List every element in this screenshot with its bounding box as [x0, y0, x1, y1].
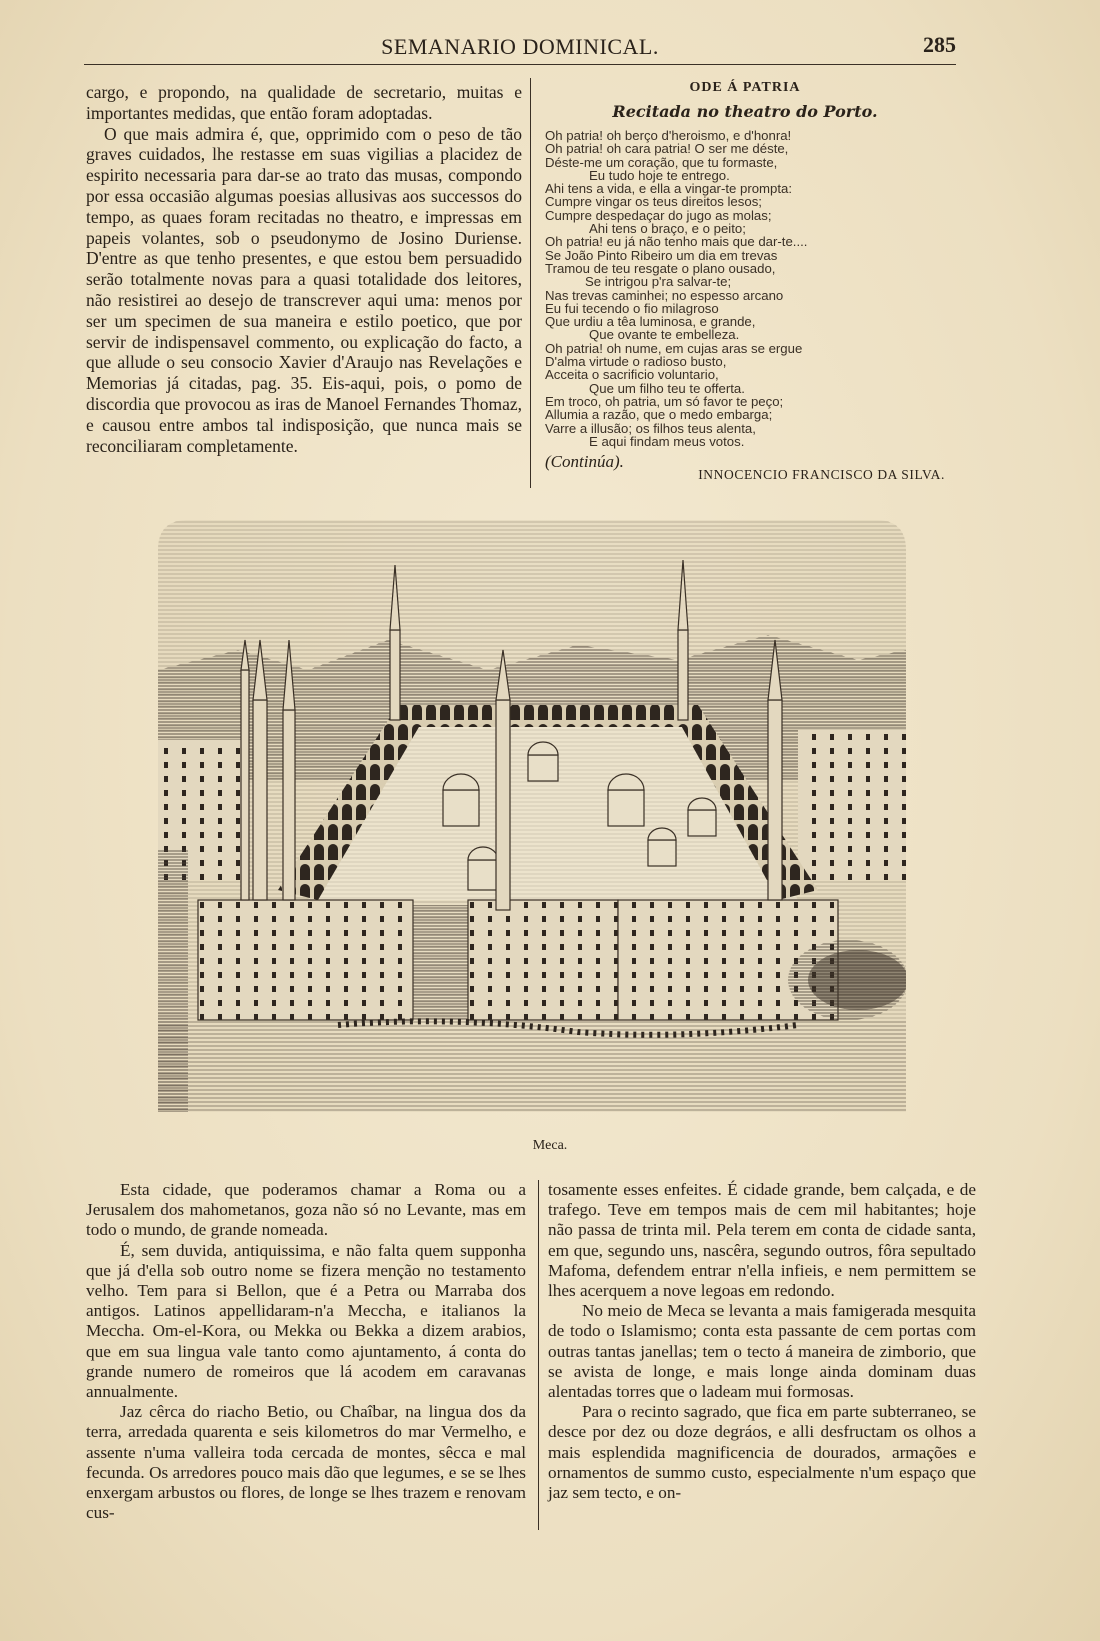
poem-line: Déste-me um coração, que tu formaste,: [545, 154, 778, 170]
paragraph: Esta cidade, que poderamos chamar a Roma ou a Jerusalem dos mahometanos, goza não só no Levante, mas em todo o mundo, de grande nomeada.: [86, 1180, 526, 1240]
paragraph: No meio de Meca se levanta a mais famigerada mesquita de todo o Islamismo; conta esta passante de cem portas com outras tantas janellas; tem o tecto á maneira de zimborio, que se avista de longe, e mais longe ainda dominam duas alentadas torres que o ladeam mui formosas.: [548, 1301, 976, 1402]
poem-line: Nas trevas caminhei; no espesso arcano: [545, 287, 784, 303]
poem-line: Cumpre despedaçar do jugo as molas;: [545, 207, 772, 223]
poem-line: Em troco, oh patria, um só favor te peço;: [545, 393, 784, 409]
bottom-left-column: [86, 1180, 526, 1523]
poem: [545, 129, 945, 448]
journal-title: SEMANARIO DOMINICAL.: [381, 34, 659, 59]
poem-line: Cumpre vingar os teus direitos lesos;: [545, 194, 762, 210]
poem-line: Se intrigou p'ra salvar-te;: [585, 274, 732, 290]
poem-line: Se João Pinto Ribeiro um dia em trevas: [545, 247, 778, 263]
poem-line: Oh patria! oh cara patria! O ser me déste,: [545, 141, 789, 157]
poem-line: Acceita o sacrificio voluntario,: [545, 367, 719, 383]
poem-line: Que urdiu a têa luminosa, e grande,: [545, 314, 756, 330]
poem-line: Que ovante te embelleza.: [589, 327, 740, 343]
poem-line: Oh patria! eu já não tenho mais que dar-te....: [545, 234, 808, 250]
poem-line: Eu tudo hoje te entrego.: [589, 167, 730, 183]
mecca-engraving: [158, 520, 906, 1112]
ode-subtitle: Recitada no theatro do Porto.: [612, 102, 878, 121]
bottom-right-column: [548, 1180, 976, 1503]
poem-line: Ahi tens o braço, e o peito;: [589, 221, 746, 237]
poem-line: Tramou de teu resgate o plano ousado,: [545, 260, 776, 276]
continua-note: (Continúa).: [545, 452, 624, 472]
page-number: 285: [923, 32, 956, 57]
paragraph: tosamente esses enfeites. É cidade grande, bem calçada, e de trafego. Teve em tempos mais de cem mil habitantes; hoje não passa de trinta mil. Pela terem em conta de cidade santa, em que, segundo uns, nascêra, segundo outros, fôra sepultado Mafoma, defendem entrar n'ella infieis, e nem permittem se lhes acerquem a nove legoas em redondo.: [548, 1180, 976, 1301]
paragraph: O que mais admira é, que, opprimido com o peso de tão graves cuidados, lhe restasse em suas vigilias a placidez de espirito necessaria para dar-se ao trato das musas, compondo por essa occasião algumas poesias allusivas aos successos do tempo, as quaes foram recitadas no theatro, e impressas em papeis volantes, sob o pseudonymo de Josino Duriense. D'entre as que tenho presentes, e que estou bem persuadido serão totalmente novas para a quasi totalidade dos leitores, não resistirei ao desejo de transcrever aqui uma: menos por ser um specimen de sua maneira e estilo poetico, que por servir de indispensavel commento, ou explicação do facto, a que allude o seu consocio Xavier d'Araujo nas Revelações e Memorias já citadas, pag. 35. Eis-aqui, pois, o pomo de discordia que provocou as iras de Manoel Fernandes Thomaz, e causou entre ambos tal indisposição, que nunca mais se reconciliaram completamente.: [86, 123, 522, 456]
paragraph: É, sem duvida, antiquissima, e não falta quem supponha que já d'ella sob outro nome se fizera menção no testamento velho. Tem para si Bellon, que é a Petra ou Marraba dos antigos. Latinos appellidaram-n'a Meccha, e italianos la Meccha. Om-el-Kora, ou Mekka ou Bekka a dizem arabios, que em sua lingua vale tanto como ajuntamento, á conta do grande numero de romeiros que lá acodem em caravanas annualmente.: [86, 1240, 526, 1402]
poem-line: Oh patria! oh nume, em cujas aras se ergue: [545, 340, 803, 356]
poem-line: D'alma virtude o radioso busto,: [545, 354, 727, 370]
page-header: [84, 30, 956, 65]
poem-line: Ahi tens a vida, e ella a vingar-te prompta:: [545, 181, 793, 197]
poem-line: E aqui findam meus votos.: [589, 433, 745, 449]
paragraph: Jaz cêrca do riacho Betio, ou Chaîbar, na lingua dos da terra, arredada quarenta e seis kilometros do mar Vermelho, e assente n'uma valleira toda cercada de montes, sêcca e mal fecunda. Os arredores pouco mais dão que legumes, e se se lhes enxergam arbustos ou flores, de longe se lhes trazem e renovam cus-: [86, 1402, 526, 1523]
ode-title: ODE Á PATRIA: [689, 80, 801, 95]
poem-line: Que um filho teu te offerta.: [589, 380, 745, 396]
column-divider: [530, 78, 531, 488]
paragraph: cargo, e propondo, na qualidade de secretario, muitas e importantes medidas, que então foram adoptadas.: [86, 82, 522, 123]
poem-line: Eu fui tecendo o fio milagroso: [545, 300, 719, 316]
column-divider: [538, 1180, 539, 1530]
ode-author: INNOCENCIO FRANCISCO DA SILVA.: [698, 467, 945, 482]
ode-column: [545, 80, 945, 472]
paragraph: Para o recinto sagrado, que fica em parte subterraneo, se desce por dez ou doze degráos, e alli desfructam os olhos a mais esplendida magnificencia de dourados, armações e ornamentos de summo custo, especialmente n'um espaço que jaz sem tecto, e on-: [548, 1402, 976, 1503]
poem-line: Allumia a razão, que o medo embarga;: [545, 407, 773, 423]
engraving-caption: Meca.: [532, 1138, 568, 1153]
poem-line: Varre a illusão; os filhos teus alenta,: [545, 420, 756, 436]
left-column: [86, 82, 522, 456]
poem-line: Oh patria! oh berço d'heroismo, e d'honra!: [545, 128, 792, 143]
